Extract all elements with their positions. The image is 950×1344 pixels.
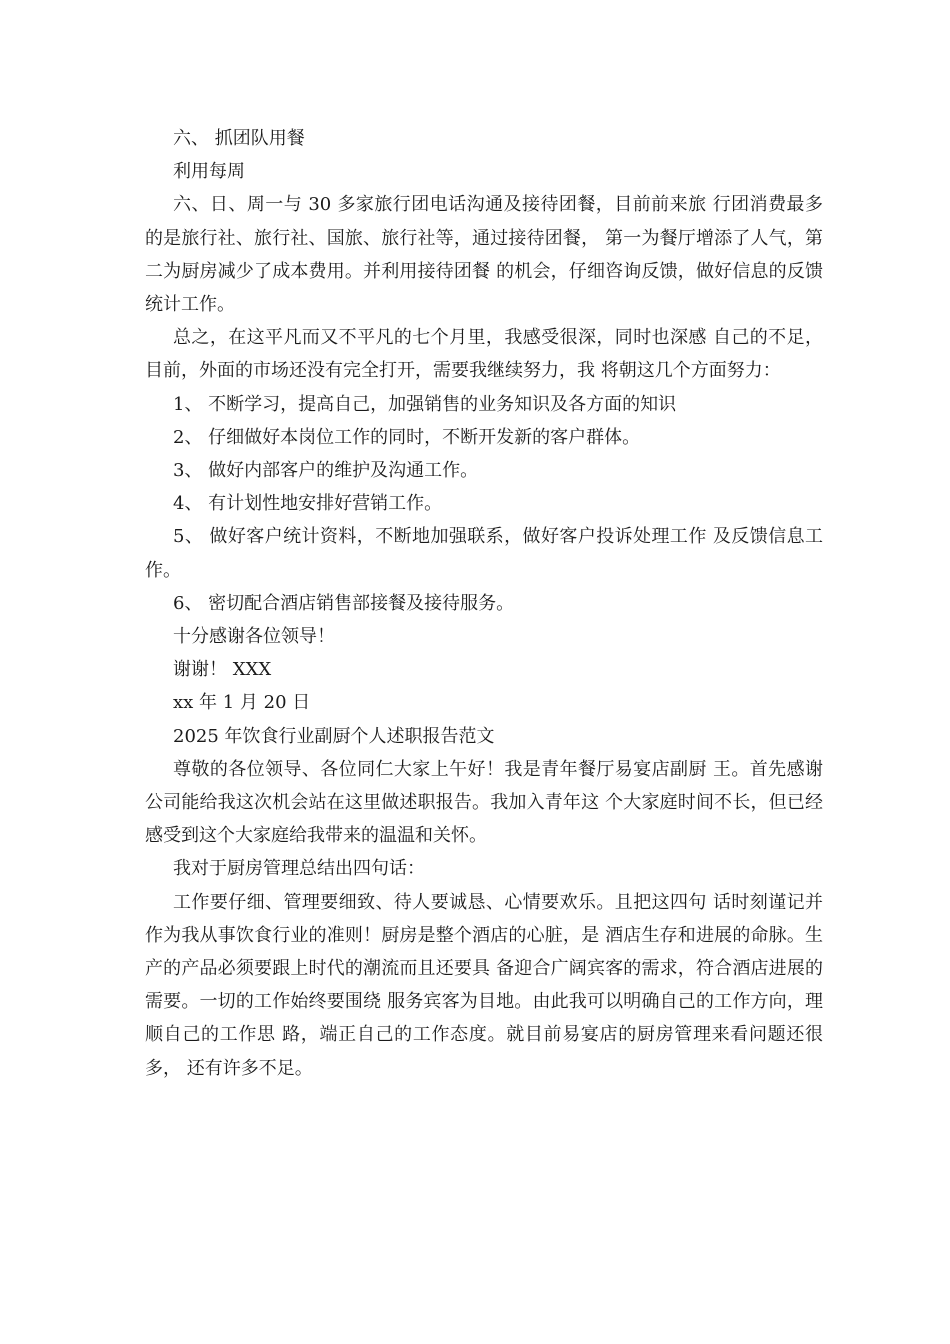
list-item: 4、 有计划性地安排好营销工作。 [173,493,443,515]
list-item: 1、 不断学习，提高自己，加强销售的业务知识及各方面的知识 [173,393,677,415]
list-item: 5、 做好客户统计资料，不断地加强联系，做好客户投诉处理工作 及反馈信息工作。 [145,526,823,581]
date-line: xx 年 1 月 20 日 [173,692,311,714]
list-item: 6、 密切配合酒店销售部接餐及接待服务。 [173,592,515,614]
paragraph: 工作要仔细、管理要细致、待人要诚恳、心情要欢乐。且把这四句 话时刻谨记并作为我从事饮食行业的准则！厨房是整个酒店的心脏，是 酒店生存和进展的命脉。生产的产品必须要跟上时代的潮流而且还要具 备迎合广阔宾客的需求，符合酒店进展的需要。一切的工作始终要围绕 服务宾客为目地。由此我可以明确自己的工作方向，理顺自己的工作思 路，端正自己的工作态度。就目前易宴店的厨房管理来看问题还很多， 还有许多不足。 [145,891,823,1079]
list-item: 3、 做好内部客户的维护及沟通工作。 [173,460,479,482]
paragraph: 尊敬的各位领导、各位同仁大家上午好！我是青年餐厅易宴店副厨 王。首先感谢公司能给我这次机会站在这里做述职报告。我加入青年这 个大家庭时间不长，但已经感受到这个大家庭给我带来的温温和关怀。 [145,758,823,847]
paragraph: 利用每周 [173,161,245,183]
article-title: 2025 年饮食行业副厨个人述职报告范文 [173,725,495,747]
paragraph: 六、日、周一与 30 多家旅行团电话沟通及接待团餐，目前前来旅 行团消费最多的是旅行社、旅行社、国旅、旅行社等，通过接待团餐， 第一为餐厅增添了人气，第二为厨房减少了成本费用。并利用接待团餐 的机会，仔细咨询反馈，做好信息的反馈统计工作。 [145,194,823,316]
closing-thanks: 十分感谢各位领导！ [173,626,335,648]
paragraph: 我对于厨房管理总结出四句话： [173,858,425,880]
section-heading: 六、 抓团队用餐 [173,128,305,149]
signature: 谢谢！ XXX [173,659,272,681]
paragraph: 总之，在这平凡而又不平凡的七个月里，我感受很深，同时也深感 自己的不足，目前，外面的市场还没有完全打开，需要我继续努力，我 将朝这几个方面努力： [145,327,823,382]
document-body [145,122,823,1085]
list-item: 2、 仔细做好本岗位工作的同时，不断开发新的客户群体。 [173,426,641,448]
